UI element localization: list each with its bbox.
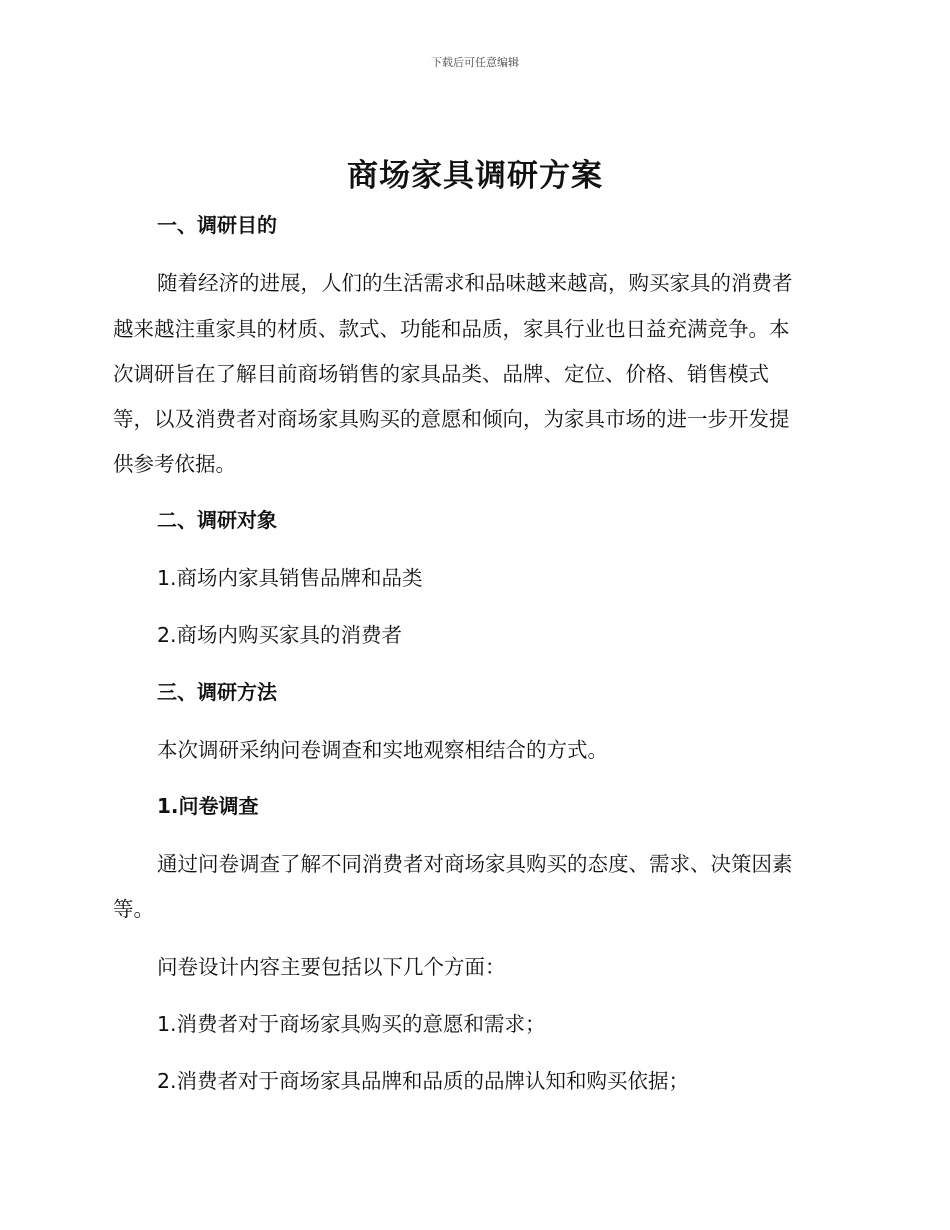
- paragraph-line: 等。: [113, 897, 154, 921]
- paragraph-line: 越来越注重家具的材质、款式、功能和品质，家具行业也日益充满竞争。本: [113, 317, 790, 341]
- section-heading-method: 三、调研方法: [157, 680, 277, 704]
- list-item: 1.商场内家具销售品牌和品类: [157, 566, 423, 590]
- paragraph-line: 供参考依据。: [113, 452, 236, 476]
- list-item: 1.消费者对于商场家具购买的意愿和需求；: [157, 1012, 546, 1036]
- subsection-heading-survey: 1.问卷调查: [157, 794, 259, 818]
- paragraph-line: 本次调研采纳问卷调查和实地观察相结合的方式。: [157, 738, 608, 762]
- section-heading-goal: 一、调研目的: [157, 213, 277, 237]
- paragraph-line: 通过问卷调查了解不同消费者对商场家具购买的态度、需求、决策因素: [157, 852, 793, 876]
- list-item: 2.商场内购买家具的消费者: [157, 623, 403, 647]
- section-heading-object: 二、调研对象: [157, 508, 277, 532]
- document-title: 商场家具调研方案: [347, 158, 603, 194]
- paragraph-line: 等，以及消费者对商场家具购买的意愿和倾向，为家具市场的进一步开发提: [113, 407, 790, 431]
- paragraph-line: 随着经济的进展，人们的生活需求和品味越来越高，购买家具的消费者: [157, 271, 793, 295]
- paragraph-line: 问卷设计内容主要包括以下几个方面：: [157, 955, 506, 979]
- list-item: 2.消费者对于商场家具品牌和品质的品牌认知和购买依据；: [157, 1069, 690, 1093]
- header-note: 下载后可任意编辑: [431, 56, 519, 69]
- paragraph-line: 次调研旨在了解目前商场销售的家具品类、品牌、定位、价格、销售模式: [113, 362, 769, 386]
